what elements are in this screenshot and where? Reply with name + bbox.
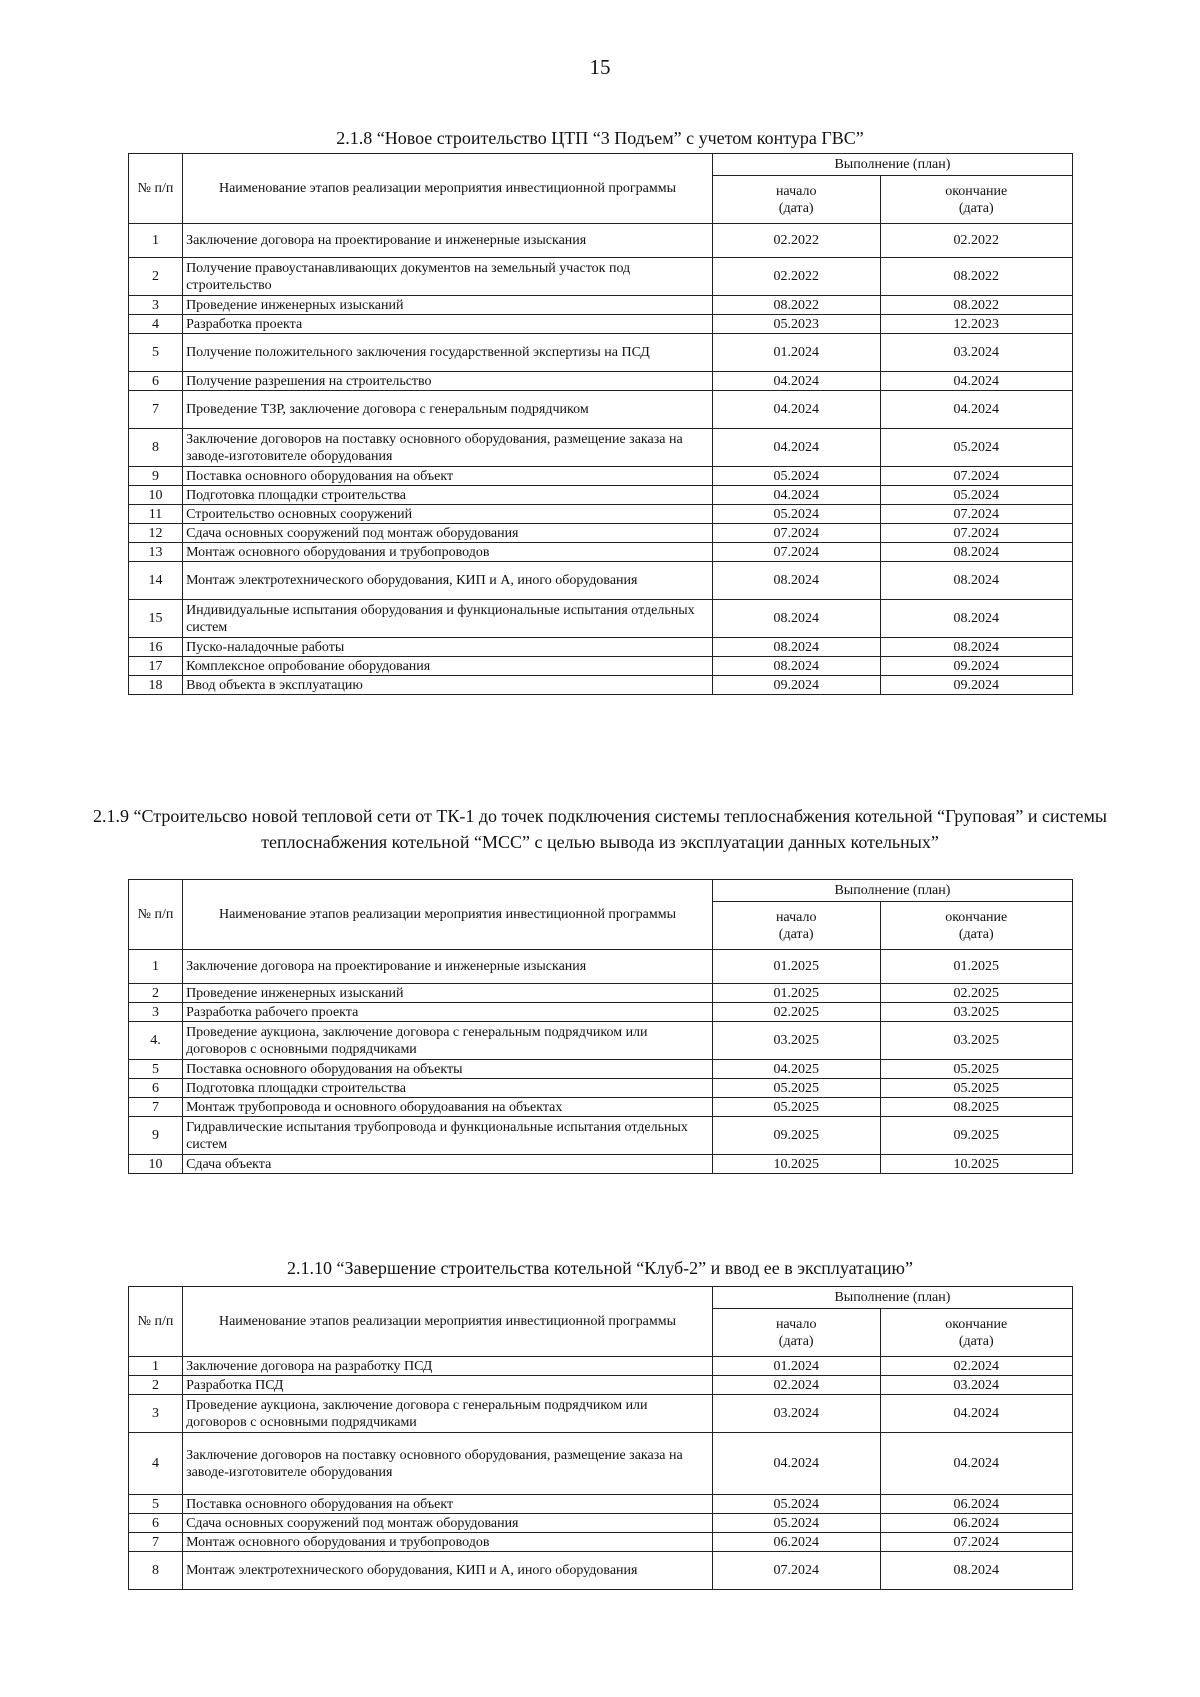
schedule-table-2-1-8 (128, 153, 1073, 695)
stage-name: Монтаж основного оборудования и трубопроводов (183, 543, 713, 562)
stage-name: Строительство основных сооружений (183, 505, 713, 524)
table-row (129, 258, 1073, 296)
row-number: 6 (129, 1514, 183, 1533)
row-number: 5 (129, 334, 183, 372)
stage-name: Заключение договора на разработку ПСД (183, 1357, 713, 1376)
row-number: 8 (129, 429, 183, 467)
table-row (129, 315, 1073, 334)
start-date: 08.2024 (712, 657, 880, 676)
start-date: 05.2024 (712, 1514, 880, 1533)
header-num: № п/п (129, 880, 183, 950)
start-date: 07.2024 (712, 543, 880, 562)
stage-name: Поставка основного оборудования на объекты (183, 1060, 713, 1079)
table-row (129, 524, 1073, 543)
row-number: 6 (129, 1079, 183, 1098)
row-number: 1 (129, 224, 183, 258)
stage-name: Сдача основных сооружений под монтаж оборудования (183, 524, 713, 543)
end-date: 03.2025 (880, 1003, 1073, 1022)
table-row (129, 467, 1073, 486)
header-end: окончание (дата) (880, 902, 1073, 950)
end-date: 04.2024 (880, 391, 1073, 429)
row-number: 2 (129, 258, 183, 296)
start-date: 05.2025 (712, 1079, 880, 1098)
table-row (129, 1552, 1073, 1590)
stage-name: Проведение аукциона, заключение договора с генеральным подрядчиком или договоров с основными подрядчиками (183, 1022, 713, 1060)
table-row (129, 638, 1073, 657)
stage-name: Заключение договора на проектирование и инженерные изыскания (183, 224, 713, 258)
table-row (129, 950, 1073, 984)
end-date: 08.2024 (880, 543, 1073, 562)
row-number: 5 (129, 1060, 183, 1079)
stage-name: Заключение договоров на поставку основного оборудования, размещение заказа на заводе-изготовителе оборудования (183, 1433, 713, 1495)
row-number: 9 (129, 467, 183, 486)
end-date: 08.2025 (880, 1098, 1073, 1117)
row-number: 15 (129, 600, 183, 638)
section-title-2-1-9: 2.1.9 “Строительсво новой тепловой сети от ТК-1 до точек подключения системы теплоснабжения котельной “Груповая” и системы теплоснабжения котельной “МСС” с целью вывода из эксплуатации данных котельных” (93, 806, 1107, 852)
end-date: 07.2024 (880, 524, 1073, 543)
table-row (129, 1376, 1073, 1395)
start-date: 01.2025 (712, 950, 880, 984)
stage-name: Комплексное опробование оборудования (183, 657, 713, 676)
row-number: 12 (129, 524, 183, 543)
end-date: 06.2024 (880, 1495, 1073, 1514)
table-row (129, 657, 1073, 676)
stage-name: Получение положительного заключения государственной экспертизы на ПСД (183, 334, 713, 372)
row-number: 1 (129, 1357, 183, 1376)
start-date: 05.2024 (712, 1495, 880, 1514)
header-plan: Выполнение (план) (712, 154, 1072, 176)
end-date: 08.2024 (880, 600, 1073, 638)
end-date: 12.2023 (880, 315, 1073, 334)
start-date: 01.2024 (712, 1357, 880, 1376)
start-date: 04.2024 (712, 1433, 880, 1495)
end-date: 02.2022 (880, 224, 1073, 258)
start-date: 04.2024 (712, 372, 880, 391)
start-date: 04.2025 (712, 1060, 880, 1079)
row-number: 4 (129, 1433, 183, 1495)
start-date: 08.2022 (712, 296, 880, 315)
end-date: 03.2024 (880, 1376, 1073, 1395)
end-date: 08.2024 (880, 638, 1073, 657)
table-row (129, 486, 1073, 505)
end-date: 07.2024 (880, 467, 1073, 486)
start-date: 03.2025 (712, 1022, 880, 1060)
end-date: 05.2025 (880, 1060, 1073, 1079)
table-row (129, 1357, 1073, 1376)
table-row (129, 543, 1073, 562)
start-date: 04.2024 (712, 429, 880, 467)
end-date: 09.2024 (880, 676, 1073, 695)
row-number: 7 (129, 1533, 183, 1552)
header-end: окончание (дата) (880, 1309, 1073, 1357)
row-number: 9 (129, 1117, 183, 1155)
start-date: 02.2024 (712, 1376, 880, 1395)
stage-name: Поставка основного оборудования на объект (183, 1495, 713, 1514)
start-date: 02.2022 (712, 258, 880, 296)
table-row (129, 1395, 1073, 1433)
table-row (129, 334, 1073, 372)
end-date: 03.2025 (880, 1022, 1073, 1060)
table-row (129, 1098, 1073, 1117)
end-date: 05.2024 (880, 486, 1073, 505)
header-num: № п/п (129, 154, 183, 224)
end-date: 06.2024 (880, 1514, 1073, 1533)
header-num: № п/п (129, 1287, 183, 1357)
page-number: 15 (589, 55, 611, 79)
stage-name: Подготовка площадки строительства (183, 486, 713, 505)
end-date: 07.2024 (880, 1533, 1073, 1552)
start-date: 05.2024 (712, 505, 880, 524)
stage-name: Проведение ТЗР, заключение договора с генеральным подрядчиком (183, 391, 713, 429)
stage-name: Проведение инженерных изысканий (183, 984, 713, 1003)
start-date: 07.2024 (712, 524, 880, 543)
header-start: начало (дата) (712, 1309, 880, 1357)
row-number: 10 (129, 1155, 183, 1174)
stage-name: Сдача объекта (183, 1155, 713, 1174)
table-row (129, 1117, 1073, 1155)
stage-name: Гидравлические испытания трубопровода и функциональные испытания отдельных систем (183, 1117, 713, 1155)
header-plan: Выполнение (план) (712, 1287, 1072, 1309)
table-row (129, 1079, 1073, 1098)
table-row (129, 562, 1073, 600)
table-row (129, 1533, 1073, 1552)
start-date: 05.2023 (712, 315, 880, 334)
stage-name: Индивидуальные испытания оборудования и функциональные испытания отдельных систем (183, 600, 713, 638)
table-row (129, 372, 1073, 391)
start-date: 01.2025 (712, 984, 880, 1003)
table-row (129, 1060, 1073, 1079)
row-number: 4 (129, 315, 183, 334)
end-date: 08.2022 (880, 258, 1073, 296)
start-date: 02.2025 (712, 1003, 880, 1022)
end-date: 05.2024 (880, 429, 1073, 467)
table-row (129, 1155, 1073, 1174)
start-date: 07.2024 (712, 1552, 880, 1590)
table-row (129, 984, 1073, 1003)
row-number: 7 (129, 391, 183, 429)
start-date: 09.2025 (712, 1117, 880, 1155)
stage-name: Получение разрешения на строительство (183, 372, 713, 391)
start-date: 05.2024 (712, 467, 880, 486)
row-number: 3 (129, 1003, 183, 1022)
table-row (129, 1003, 1073, 1022)
start-date: 09.2024 (712, 676, 880, 695)
row-number: 3 (129, 296, 183, 315)
end-date: 01.2025 (880, 950, 1073, 984)
stage-name: Монтаж электротехнического оборудования, КИП и А, иного оборудования (183, 562, 713, 600)
end-date: 02.2024 (880, 1357, 1073, 1376)
table-row (129, 1433, 1073, 1495)
stage-name: Заключение договоров на поставку основного оборудования, размещение заказа на заводе-изготовителе оборудования (183, 429, 713, 467)
header-start: начало (дата) (712, 176, 880, 224)
section-title-2-1-10: 2.1.10 “Завершение строительства котельной “Клуб-2” и ввод ее в эксплуатацию” (287, 1258, 913, 1278)
stage-name: Пуско-наладочные работы (183, 638, 713, 657)
table-row (129, 1514, 1073, 1533)
section-title-2-1-8: 2.1.8 “Новое строительство ЦТП “3 Подъем” с учетом контура ГВС” (336, 128, 864, 148)
start-date: 05.2025 (712, 1098, 880, 1117)
header-end: окончание (дата) (880, 176, 1073, 224)
table-row (129, 429, 1073, 467)
start-date: 04.2024 (712, 486, 880, 505)
table-row (129, 224, 1073, 258)
end-date: 03.2024 (880, 334, 1073, 372)
row-number: 10 (129, 486, 183, 505)
stage-name: Разработка проекта (183, 315, 713, 334)
end-date: 09.2025 (880, 1117, 1073, 1155)
end-date: 04.2024 (880, 1395, 1073, 1433)
stage-name: Разработка ПСД (183, 1376, 713, 1395)
row-number: 14 (129, 562, 183, 600)
row-number: 4. (129, 1022, 183, 1060)
table-row (129, 676, 1073, 695)
header-name: Наименование этапов реализации мероприятия инвестиционной программы (183, 1287, 713, 1357)
row-number: 17 (129, 657, 183, 676)
table-row (129, 1022, 1073, 1060)
start-date: 08.2024 (712, 638, 880, 657)
end-date: 04.2024 (880, 372, 1073, 391)
row-number: 2 (129, 984, 183, 1003)
table-header-row (129, 154, 1073, 176)
start-date: 06.2024 (712, 1533, 880, 1552)
row-number: 18 (129, 676, 183, 695)
row-number: 2 (129, 1376, 183, 1395)
table-row (129, 391, 1073, 429)
end-date: 08.2022 (880, 296, 1073, 315)
end-date: 09.2024 (880, 657, 1073, 676)
end-date: 08.2024 (880, 562, 1073, 600)
header-plan: Выполнение (план) (712, 880, 1072, 902)
end-date: 04.2024 (880, 1433, 1073, 1495)
row-number: 16 (129, 638, 183, 657)
table-row (129, 296, 1073, 315)
table-row (129, 1495, 1073, 1514)
schedule-table-2-1-10 (128, 1286, 1073, 1590)
row-number: 1 (129, 950, 183, 984)
row-number: 3 (129, 1395, 183, 1433)
start-date: 10.2025 (712, 1155, 880, 1174)
end-date: 05.2025 (880, 1079, 1073, 1098)
stage-name: Монтаж основного оборудования и трубопроводов (183, 1533, 713, 1552)
start-date: 08.2024 (712, 562, 880, 600)
table-header-row (129, 880, 1073, 902)
row-number: 8 (129, 1552, 183, 1590)
stage-name: Подготовка площадки строительства (183, 1079, 713, 1098)
end-date: 02.2025 (880, 984, 1073, 1003)
start-date: 08.2024 (712, 600, 880, 638)
stage-name: Разработка рабочего проекта (183, 1003, 713, 1022)
stage-name: Поставка основного оборудования на объект (183, 467, 713, 486)
stage-name: Ввод объекта в эксплуатацию (183, 676, 713, 695)
row-number: 5 (129, 1495, 183, 1514)
header-name: Наименование этапов реализации мероприятия инвестиционной программы (183, 880, 713, 950)
header-start: начало (дата) (712, 902, 880, 950)
start-date: 04.2024 (712, 391, 880, 429)
end-date: 07.2024 (880, 505, 1073, 524)
schedule-table-2-1-9 (128, 879, 1073, 1174)
row-number: 7 (129, 1098, 183, 1117)
stage-name: Сдача основных сооружений под монтаж оборудования (183, 1514, 713, 1533)
stage-name: Проведение инженерных изысканий (183, 296, 713, 315)
end-date: 08.2024 (880, 1552, 1073, 1590)
row-number: 6 (129, 372, 183, 391)
start-date: 02.2022 (712, 224, 880, 258)
start-date: 03.2024 (712, 1395, 880, 1433)
table-row (129, 600, 1073, 638)
row-number: 13 (129, 543, 183, 562)
end-date: 10.2025 (880, 1155, 1073, 1174)
stage-name: Проведение аукциона, заключение договора с генеральным подрядчиком или договоров с основными подрядчиками (183, 1395, 713, 1433)
table-row (129, 505, 1073, 524)
stage-name: Заключение договора на проектирование и инженерные изыскания (183, 950, 713, 984)
stage-name: Получение правоустанавливающих документов на земельный участок под строительство (183, 258, 713, 296)
table-header-row (129, 1287, 1073, 1309)
row-number: 11 (129, 505, 183, 524)
start-date: 01.2024 (712, 334, 880, 372)
stage-name: Монтаж электротехнического оборудования, КИП и А, иного оборудования (183, 1552, 713, 1590)
header-name: Наименование этапов реализации мероприятия инвестиционной программы (183, 154, 713, 224)
stage-name: Монтаж трубопровода и основного оборудоавания на объектах (183, 1098, 713, 1117)
